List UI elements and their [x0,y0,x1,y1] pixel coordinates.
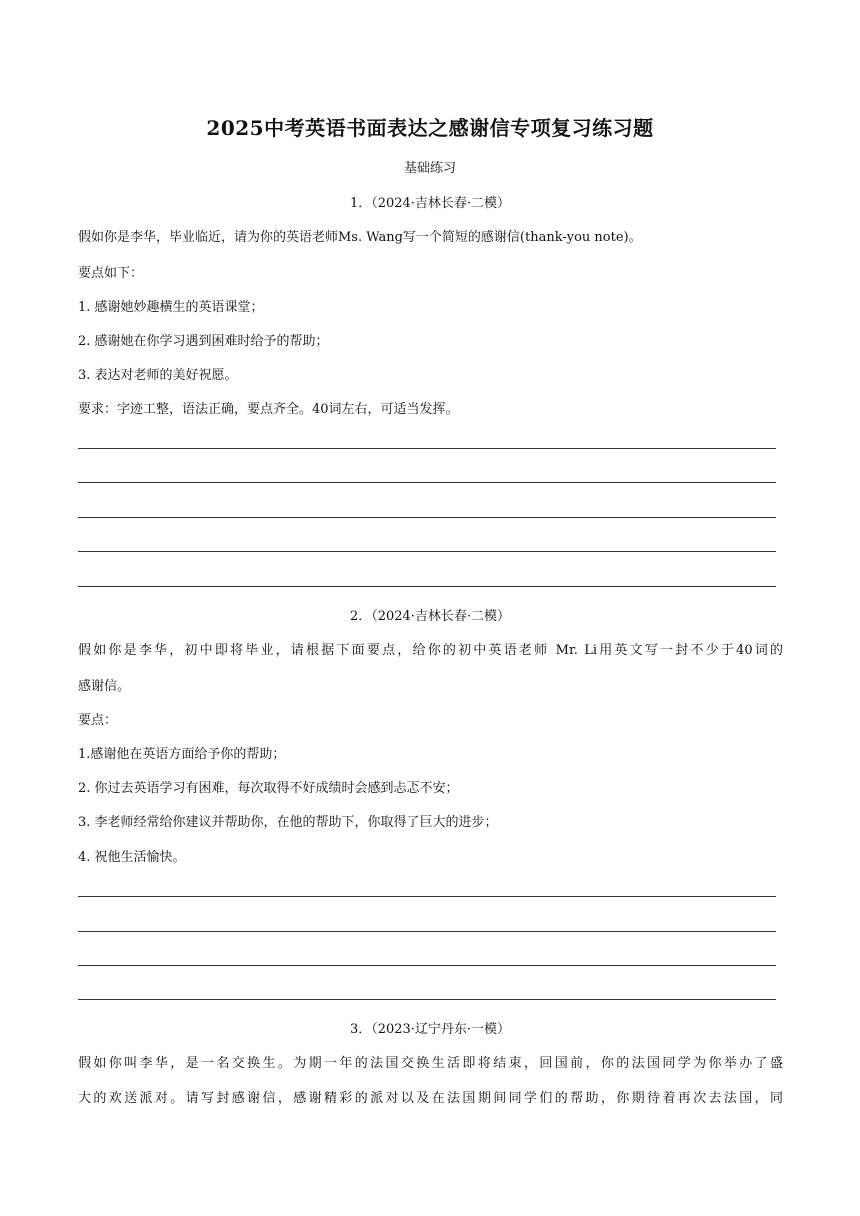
answer-line [78,551,776,552]
question-2-line-3: 要点： [78,713,118,728]
question-3-line-2: 大的欢送派对。请写封感谢信，感谢精彩的派对以及在法国期间同学们的帮助，你期待着再次去法国，同 [78,1091,783,1106]
question-3-line-1: 假如你叫李华，是一名交换生。为期一年的法国交换生活即将结束，回国前，你的法国同学为你举办了盛 [78,1056,783,1071]
question-1-line-5: 3. 表达对老师的美好祝愿。 [78,368,238,383]
question-1-line-3: 1. 感谢她妙趣横生的英语课堂； [78,300,264,315]
question-1-line-4: 2. 感谢她在你学习遇到困难时给予的帮助； [78,334,329,349]
question-1-line-6: 要求：字迹工整，语法正确，要点齐全。40词左右，可适当发挥。 [78,402,459,417]
question-1-line-1: 假如你是李华，毕业临近，请为你的英语老师Ms. Wang写一个简短的感谢信(thank-you note)。 [78,230,642,245]
section-heading: 基础练习 [403,161,456,176]
question-2-line-7: 4. 祝他生活愉快。 [78,850,186,865]
question-2-line-6: 3. 李老师经常给你建议并帮助你，在他的帮助下，你取得了巨大的进步； [78,815,498,830]
question-2-line-4: 1.感谢他在英语方面给予你的帮助； [78,747,286,762]
question-2-header: 2．（2024·吉林长春·二模） [349,609,511,624]
answer-line [78,999,776,1000]
answer-line [78,517,776,518]
answer-line [78,931,776,932]
answer-line [78,586,776,587]
answer-line [78,448,776,449]
answer-line [78,965,776,966]
document-title: 2025中考英语书面表达之感谢信专项复习练习题 [206,116,654,140]
question-3-header: 3．（2023·辽宁丹东·一模） [349,1022,511,1037]
answer-line [78,482,776,483]
answer-line [78,896,776,897]
question-1-header: 1．（2024·吉林长春·二模） [349,196,511,211]
question-2-line-2: 感谢信。 [78,679,131,694]
question-2-line-5: 2. 你过去英语学习有困难，每次取得不好成绩时会感到忐忑不安； [78,781,459,796]
question-1-line-2: 要点如下： [78,266,144,281]
question-2-line-1: 假如你是李华，初中即将毕业，请根据下面要点，给你的初中英语老师 Mr. Li用英文写一封不少于40词的 [78,643,783,658]
